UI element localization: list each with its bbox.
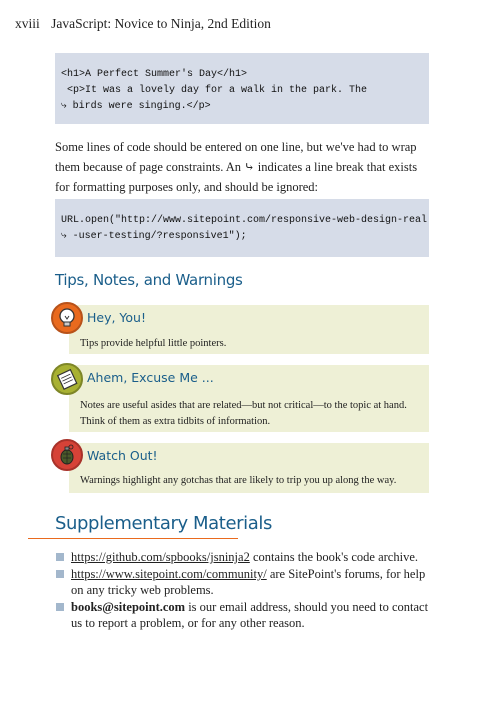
list-item-text: are SitePoint's forums, for help on any tricky web problems. [71, 567, 426, 597]
list-item [55, 599, 435, 631]
list-item-text: is our email address, should you need to contact us to report a problem, or for any other reason. [71, 600, 429, 630]
code-line: <h1>A Perfect Summer's Day</h1> [61, 69, 248, 80]
page-header [15, 16, 271, 32]
callout-body: Notes are useful asides that are related—but not critical—to the topic at hand. Think of them as extra tidbits of information. [80, 400, 407, 427]
bullet-icon [56, 603, 64, 611]
supplementary-list [55, 549, 435, 632]
callout-title: Hey, You! [87, 310, 146, 325]
note-callout [69, 365, 429, 432]
body-paragraph: Some lines of code should be entered on one line, but we've had to wrap them because of page constraints. An ⤷ indicates a line break that exists for formatting purposes only, and should be ignored: [55, 140, 418, 194]
bullet-icon [56, 570, 64, 578]
callout-body: Warnings highlight any gotchas that are likely to trip you up along the way. [80, 475, 397, 486]
code-line: <p>It was a lovely day for a walk in the park. The [61, 85, 368, 96]
list-item [55, 566, 435, 598]
code-line: URL.open("http://www.sitepoint.com/responsive-web-design-real [61, 215, 428, 226]
callout-title: Ahem, Excuse Me ... [87, 370, 214, 385]
book-title: JavaScript: Novice to Ninja, 2nd Edition [51, 16, 271, 31]
notepad-icon [51, 363, 83, 395]
callout-body: Tips provide helpful little pointers. [80, 338, 227, 349]
page-number: xviii [15, 16, 40, 31]
list-item [55, 549, 435, 565]
list-item-text: contains the book's code archive. [249, 550, 418, 564]
warning-callout [69, 443, 429, 493]
code-line: ⤷ birds were singing.</p> [61, 101, 211, 112]
code-archive-link[interactable]: https://github.com/spbooks/jsninja2 [71, 550, 250, 564]
bullet-icon [56, 553, 64, 561]
supplementary-heading: Supplementary Materials [55, 513, 272, 534]
forums-link[interactable]: https://www.sitepoint.com/community/ [71, 567, 267, 581]
code-block-html [55, 53, 429, 124]
heading-underline [28, 538, 238, 539]
code-block-js [55, 199, 429, 257]
callout-title: Watch Out! [87, 448, 158, 463]
contact-email: books@sitepoint.com [71, 600, 186, 614]
code-line: ⤷ -user-testing/?responsive1"); [61, 231, 247, 242]
section-heading: Tips, Notes, and Warnings [55, 271, 243, 289]
tip-callout [69, 305, 429, 354]
lightbulb-icon [51, 302, 83, 334]
grenade-icon [51, 439, 83, 471]
